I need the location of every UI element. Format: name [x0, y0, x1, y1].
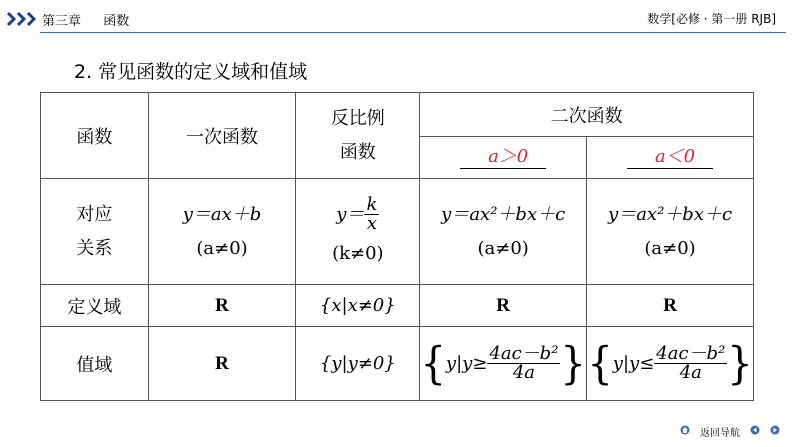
back-to-nav-link[interactable]: 返回导航 — [700, 428, 740, 439]
inverse-y: y＝ — [336, 203, 365, 225]
header-inverse-line1: 反比例 — [330, 107, 385, 129]
cell-quad-pos-domain: R — [420, 285, 587, 327]
row-range-label: 值域 — [41, 327, 149, 401]
cell-quad-pos-range — [420, 327, 587, 401]
cell-linear-mapping — [148, 179, 296, 285]
header-quadratic: 二次函数 — [420, 93, 754, 137]
right-brace: } — [727, 338, 753, 389]
quad-pos-range-prefix: y|y≥ — [445, 353, 488, 374]
book-label: 数学[必修 · 第一册 RJB] — [647, 12, 776, 26]
left-brace: { — [420, 338, 446, 389]
header-a-positive — [420, 137, 587, 179]
quad-neg-condition: (a≠0) — [644, 237, 696, 259]
header-a-negative — [587, 137, 754, 179]
home-icon[interactable] — [680, 425, 690, 438]
header-inverse-line2: 函数 — [339, 141, 376, 163]
row-domain-label: 定义域 — [41, 285, 149, 327]
function-table — [40, 92, 754, 401]
quad-neg-range-prefix: y|y≤ — [612, 353, 655, 374]
chapter-label: 第三章 — [42, 14, 82, 29]
header-divider — [40, 32, 786, 33]
row-mapping-line1: 对应 — [76, 203, 113, 225]
quad-neg-range-set — [587, 338, 753, 389]
quad-pos-range-denominator: 4a — [512, 362, 535, 383]
quad-neg-formula: y＝ax²＋bx＋c — [608, 203, 733, 225]
inverse-fraction — [364, 196, 379, 233]
quad-neg-range-denominator: 4a — [679, 362, 702, 383]
cell-linear-domain: R — [148, 285, 296, 327]
inverse-condition: (k≠0) — [332, 242, 384, 264]
header-inverse — [296, 93, 420, 179]
quad-pos-condition: (a≠0) — [477, 237, 529, 259]
page-title: 2. 常见函数的定义域和值域 — [74, 61, 308, 83]
quad-pos-range-fraction — [487, 345, 560, 382]
cell-inverse-domain: {x|x≠0} — [296, 285, 420, 327]
cell-quad-neg-range — [587, 327, 754, 401]
row-mapping-line2: 关系 — [76, 237, 113, 259]
quad-pos-range-set — [420, 338, 586, 389]
section-label: 函数 — [103, 14, 130, 29]
right-brace: } — [560, 338, 586, 389]
row-mapping-label — [41, 179, 149, 285]
inverse-denominator: x — [366, 213, 377, 234]
next-icon[interactable] — [770, 425, 780, 438]
chapter-header — [42, 10, 129, 29]
footer-nav — [680, 424, 780, 439]
linear-formula: y＝ax＋b — [182, 203, 262, 225]
cell-quad-neg-domain: R — [587, 285, 754, 327]
cell-inverse-range: {y|y≠0} — [296, 327, 420, 401]
a-negative-label: a＜0 — [627, 146, 713, 169]
header-linear: 一次函数 — [148, 93, 296, 179]
cell-quad-neg-mapping — [587, 179, 754, 285]
prev-icon[interactable] — [750, 425, 760, 438]
header-function: 函数 — [41, 93, 149, 179]
left-brace: { — [587, 338, 613, 389]
cell-inverse-mapping — [296, 179, 420, 285]
cell-linear-range: R — [148, 327, 296, 401]
quad-pos-formula: y＝ax²＋bx＋c — [441, 203, 566, 225]
inverse-numerator: k — [366, 194, 378, 215]
a-positive-label: a＞0 — [460, 146, 546, 169]
linear-condition: (a≠0) — [196, 237, 248, 259]
cell-quad-pos-mapping — [420, 179, 587, 285]
chevron-icon — [6, 6, 38, 32]
quad-neg-range-fraction — [654, 345, 727, 382]
quad-neg-range-numerator: 4ac－b² — [656, 343, 726, 364]
quad-pos-range-numerator: 4ac－b² — [489, 343, 559, 364]
